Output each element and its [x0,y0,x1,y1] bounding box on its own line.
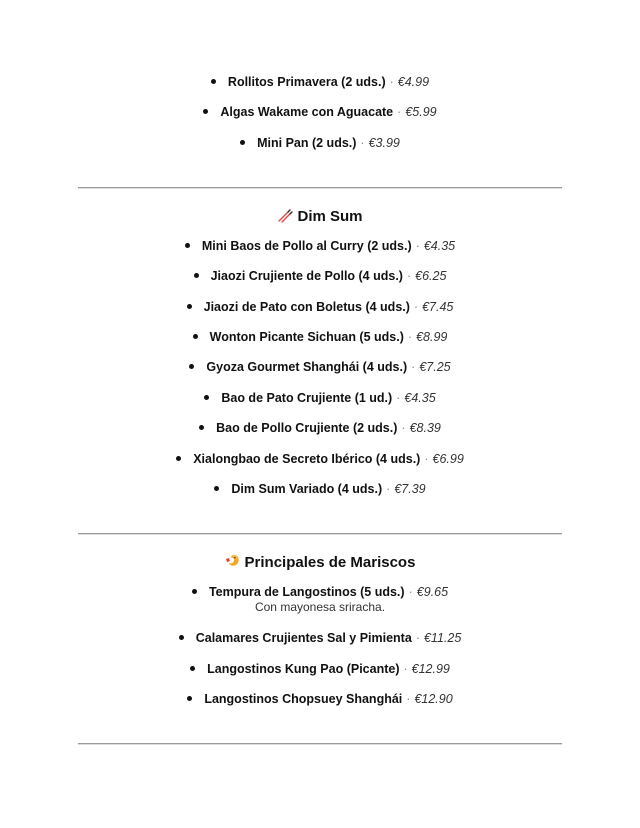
item-name: Algas Wakame con Aguacate [220,105,394,119]
separator: · [386,482,391,496]
bullet-icon [187,696,192,701]
item-name: Langostinos Chopsuey Shanghái [204,692,403,706]
bullet-icon [199,425,204,430]
item-price: €7.45 [422,300,454,314]
menu-item [0,584,640,615]
menu-item [0,74,640,90]
bullet-icon [190,666,195,671]
item-price: €9.65 [416,585,449,599]
item-description: Con mayonesa sriracha. [254,600,386,614]
menu-item [0,299,640,315]
separator: · [396,391,401,405]
menu-item [0,691,640,707]
separator: · [360,136,365,150]
menu-item [0,451,640,467]
bullet-icon [189,364,194,369]
separator: · [406,692,411,706]
menu-item [0,661,640,677]
section-heading-mariscos [0,553,640,573]
chopsticks-icon [277,207,293,223]
item-price: €4.99 [397,75,430,89]
item-name: Xialongbao de Secreto Ibérico (4 uds.) [193,452,421,466]
menu-item [0,630,640,646]
item-price: €4.35 [404,391,436,405]
item-name: Rollitos Primavera (2 uds.) [227,75,386,89]
bullet-icon [240,140,245,145]
menu-item [0,359,640,375]
menu-item [0,481,640,497]
menu-item [0,329,640,345]
bullet-icon [185,243,190,248]
section-divider [78,533,562,535]
separator: · [424,452,429,466]
item-price: €12.99 [411,662,450,676]
item-price: €4.35 [423,239,456,253]
item-price: €5.99 [405,105,437,119]
separator: · [415,239,420,253]
item-name: Wonton Picante Sichuan (5 uds.) [209,330,404,344]
separator: · [413,300,419,314]
section-heading-dim-sum [0,207,640,227]
separator: · [389,75,394,89]
separator: · [403,662,408,676]
item-price: €3.99 [368,136,400,150]
section-divider [78,187,562,189]
menu-item [0,390,640,406]
item-name: Dim Sum Variado (4 uds.) [231,482,383,496]
item-name: Bao de Pato Crujiente (1 ud.) [221,391,393,405]
separator: · [408,585,413,599]
item-name: Gyoza Gourmet Shanghái (4 uds.) [206,360,408,374]
menu-item [0,238,640,254]
bullet-icon [193,334,198,339]
item-price: €7.39 [394,482,426,496]
bullet-icon [192,589,197,594]
menu-item [0,135,640,151]
bullet-icon [176,456,181,461]
item-price: €11.25 [423,631,462,645]
item-name: Mini Baos de Pollo al Curry (2 uds.) [201,239,412,253]
separator: · [415,631,420,645]
bullet-icon [179,635,184,640]
item-name: Mini Pan (2 uds.) [257,136,357,150]
menu-item [0,268,640,284]
section-title: Dim Sum [297,208,363,225]
item-name: Langostinos Kung Pao (Picante) [207,662,400,676]
bullet-icon [187,304,192,309]
item-price: €12.90 [414,692,453,706]
separator: · [406,269,412,283]
separator: · [407,330,413,344]
item-name: Bao de Pollo Crujiente (2 uds.) [216,421,398,435]
item-price: €7.25 [419,360,451,374]
item-name: Tempura de Langostinos (5 uds.) [208,585,405,599]
item-name: Jiaozi Crujiente de Pollo (4 uds.) [210,269,403,283]
menu-item [0,420,640,436]
bullet-icon [194,273,199,278]
bullet-icon [204,395,209,400]
separator: · [411,360,416,374]
bullet-icon [214,486,219,491]
shrimp-icon [225,553,241,569]
menu-item [0,104,640,120]
item-price: €6.99 [432,452,464,466]
bullet-icon [203,109,208,114]
separator: · [401,421,406,435]
item-price: €6.25 [415,269,447,283]
section-title: Principales de Mariscos [244,554,416,571]
bullet-icon [211,79,216,84]
item-price: €8.99 [416,330,448,344]
separator: · [397,105,402,119]
item-name: Calamares Crujientes Sal y Pimienta [195,631,412,645]
item-name: Jiaozi de Pato con Boletus (4 uds.) [203,300,410,314]
section-divider [78,743,562,745]
item-price: €8.39 [409,421,441,435]
